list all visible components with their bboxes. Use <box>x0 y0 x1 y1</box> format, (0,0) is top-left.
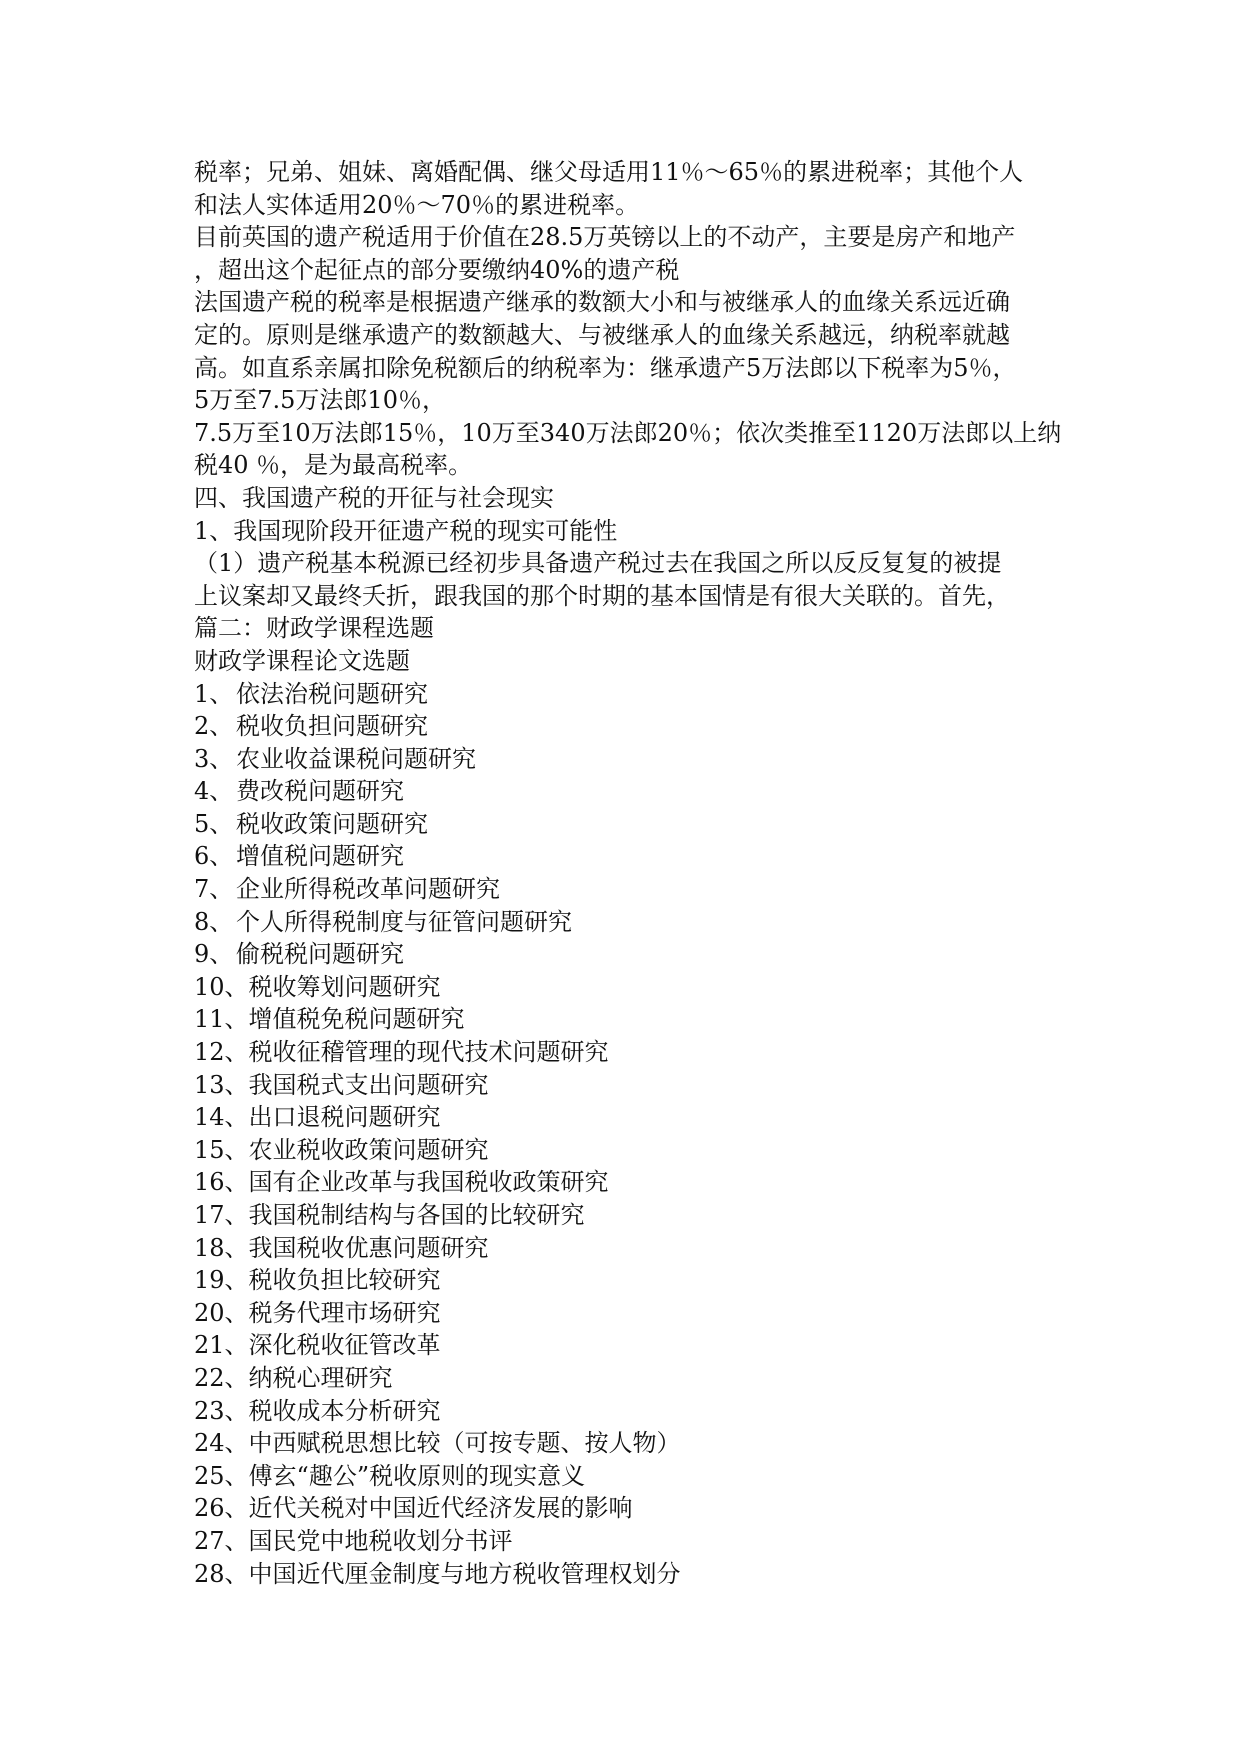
topic-title: 国民党中地税收划分书评 <box>248 1526 513 1555</box>
topic-list-item <box>194 1199 1054 1232</box>
topic-list-item <box>194 1525 1054 1558</box>
topic-list-item <box>194 1362 1054 1395</box>
topic-number: 24、 <box>194 1429 249 1458</box>
topic-title: 傅玄“趣公”税收原则的现实意义 <box>248 1461 586 1490</box>
topic-number: 22、 <box>194 1363 249 1392</box>
topic-number: 17、 <box>194 1201 249 1229</box>
topic-list-item <box>194 1264 1054 1297</box>
topic-title: 中国近代厘金制度与地方税收管理权划分 <box>248 1559 681 1588</box>
topic-list-item <box>194 1003 1054 1036</box>
topic-number: 1、 <box>194 679 234 708</box>
topic-list-item <box>194 710 1054 743</box>
paragraph-line: 高。如直系亲属扣除免税额后的纳税率为：继承遗产5万法郎以下税率为5％， <box>194 353 1017 382</box>
topic-list-item <box>194 1069 1054 1102</box>
topic-list-item <box>194 1460 1054 1493</box>
topic-number: 21、 <box>194 1331 249 1360</box>
topic-list-item <box>194 1101 1054 1134</box>
topic-number: 20、 <box>194 1298 249 1327</box>
topic-title: 税收负担问题研究 <box>236 712 428 741</box>
topic-list-item <box>194 808 1054 841</box>
topic-number: 3、 <box>194 744 234 773</box>
topic-number: 11、 <box>194 1005 249 1034</box>
list-title: 财政学课程论文选题 <box>194 646 410 675</box>
topic-number: 12、 <box>194 1038 249 1067</box>
topic-title: 依法治税问题研究 <box>236 679 428 708</box>
topic-title: 深化税收征管改革 <box>248 1331 441 1360</box>
topic-number: 7、 <box>194 875 234 904</box>
topic-number: 9、 <box>194 940 234 969</box>
topic-list-item <box>194 971 1054 1004</box>
topic-list-item <box>194 1427 1054 1460</box>
paragraph-line: ，超出这个起征点的部分要缴纳40%的遗产税 <box>194 255 680 284</box>
topic-list-item <box>194 873 1054 906</box>
topic-title: 我国税制结构与各国的比较研究 <box>248 1201 585 1229</box>
topic-title: 我国税式支出问题研究 <box>248 1070 489 1099</box>
topic-number: 8、 <box>194 907 234 936</box>
topic-list-item <box>194 678 1054 711</box>
topic-number: 13、 <box>194 1070 249 1099</box>
topic-title: 增值税问题研究 <box>236 842 404 871</box>
topic-list <box>194 678 1054 1591</box>
topic-title: 税收政策问题研究 <box>236 809 428 838</box>
topic-number: 26、 <box>194 1494 249 1523</box>
paragraph-line: 和法人实体适用20％～70％的累进税率。 <box>194 190 640 219</box>
topic-list-item <box>194 1036 1054 1069</box>
topic-number: 27、 <box>194 1526 249 1555</box>
topic-number: 28、 <box>194 1559 249 1588</box>
topic-title: 税务代理市场研究 <box>248 1298 441 1327</box>
topic-number: 18、 <box>194 1233 249 1262</box>
paragraph-line: 5万至7.5万法郎10％， <box>194 386 446 415</box>
topic-number: 25、 <box>194 1461 249 1490</box>
topic-list-item <box>194 1166 1054 1199</box>
topic-list-item <box>194 840 1054 873</box>
topic-list-item <box>194 906 1054 939</box>
topic-number: 19、 <box>194 1266 249 1295</box>
part-heading: 篇二：财政学课程选题 <box>194 614 434 643</box>
paragraph-line: （1）遗产税基本税源已经初步具备遗产税过去在我国之所以反反复复的被提 <box>194 549 1002 578</box>
topic-title: 增值税免税问题研究 <box>248 1005 465 1034</box>
topic-list-item <box>194 1297 1054 1330</box>
paragraph-line: 上议案却又最终夭折，跟我国的那个时期的基本国情是有很大关联的。首先， <box>194 581 1010 610</box>
topic-number: 4、 <box>194 777 234 806</box>
topic-number: 16、 <box>194 1168 249 1197</box>
topic-title: 税收成本分析研究 <box>248 1396 441 1425</box>
paragraph-line: 税率；兄弟、姐妹、离婚配偶、继父母适用11％～65％的累进税率；其他个人 <box>194 158 1024 186</box>
topic-title: 我国税收优惠问题研究 <box>248 1233 489 1262</box>
topic-number: 15、 <box>194 1135 249 1164</box>
paragraph-line: 目前英国的遗产税适用于价值在28.5万英镑以上的不动产，主要是房产和地产 <box>194 223 1016 252</box>
topic-title: 税收征稽管理的现代技术问题研究 <box>248 1038 609 1067</box>
topic-list-item <box>194 1558 1054 1591</box>
topic-title: 费改税问题研究 <box>236 777 404 806</box>
topic-number: 23、 <box>194 1396 249 1425</box>
topic-title: 农业收益课税问题研究 <box>236 744 476 773</box>
topic-title: 纳税心理研究 <box>248 1363 393 1392</box>
topic-title: 中西赋税思想比较（可按专题、按人物） <box>248 1429 681 1458</box>
paragraph-line: 定的。原则是继承遗产的数额越大、与被继承人的血缘关系越远，纳税率就越 <box>194 320 1010 349</box>
topic-number: 14、 <box>194 1103 249 1132</box>
topic-list-item <box>194 743 1054 776</box>
topic-list-item <box>194 1232 1054 1265</box>
topic-title: 税收筹划问题研究 <box>248 972 441 1001</box>
paragraph-line: 法国遗产税的税率是根据遗产继承的数额大小和与被继承人的血缘关系远近确 <box>194 288 1010 317</box>
topic-title: 税收负担比较研究 <box>248 1266 441 1295</box>
topic-title: 农业税收政策问题研究 <box>248 1135 489 1164</box>
topic-title: 出口退税问题研究 <box>248 1103 441 1132</box>
topic-title: 国有企业改革与我国税收政策研究 <box>248 1168 609 1197</box>
topic-list-item <box>194 1329 1054 1362</box>
topic-list-item <box>194 1492 1054 1525</box>
topic-title: 近代关税对中国近代经济发展的影响 <box>248 1494 633 1523</box>
topic-number: 5、 <box>194 809 234 838</box>
topic-title: 个人所得税制度与征管问题研究 <box>236 907 572 936</box>
topic-number: 6、 <box>194 842 234 871</box>
topic-list-item <box>194 938 1054 971</box>
document-body <box>194 156 1062 1590</box>
topic-list-item <box>194 1134 1054 1167</box>
topic-number: 10、 <box>194 972 249 1001</box>
section-heading: 四、我国遗产税的开征与社会现实 <box>194 483 554 512</box>
subsection-heading: 1、我国现阶段开征遗产税的现实可能性 <box>194 516 618 545</box>
topic-number: 2、 <box>194 712 234 741</box>
topic-title: 企业所得税改革问题研究 <box>236 875 500 904</box>
topic-list-item <box>194 1395 1054 1428</box>
topic-title: 偷税税问题研究 <box>236 940 404 969</box>
paragraph-line: 7.5万至10万法郎15％，10万至340万法郎20％；依次类推至1120万法郎以上纳 <box>194 418 1062 447</box>
paragraph-line: 税40 ％，是为最高税率。 <box>194 451 473 480</box>
topic-list-item <box>194 775 1054 808</box>
